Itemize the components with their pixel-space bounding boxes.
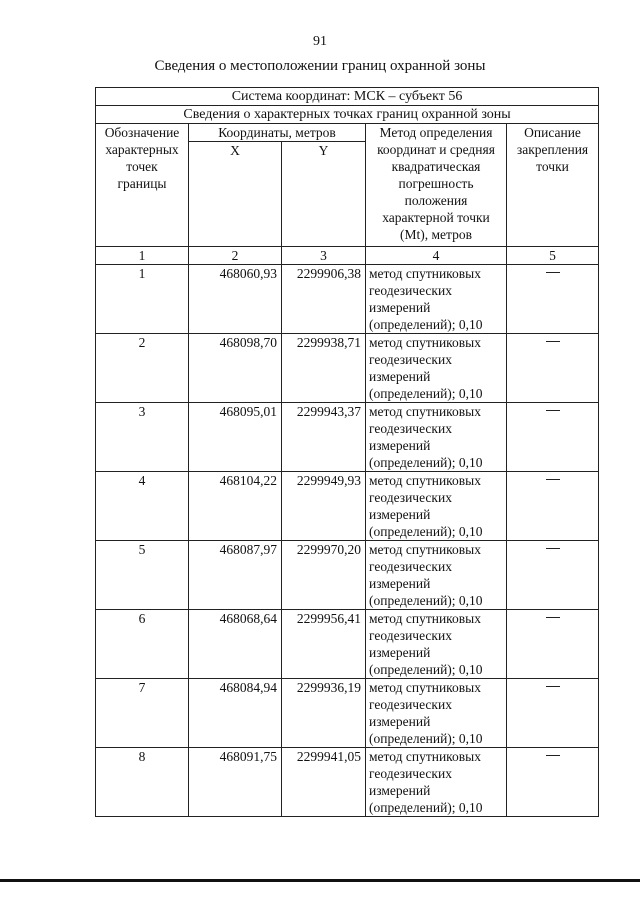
page-number: 91: [313, 34, 327, 49]
coordinate-y: 2299970,20: [282, 541, 366, 610]
coordinate-x: 468095,01: [189, 403, 282, 472]
header-x: X: [189, 142, 282, 247]
coordinates-table: [95, 87, 599, 817]
dash-mark: [546, 686, 560, 687]
column-number: 4: [366, 247, 507, 265]
method-description: метод спутниковых геодезических измерений (определений); 0,10: [366, 472, 507, 541]
coordinate-y: 2299936,19: [282, 679, 366, 748]
table-row: [96, 679, 599, 748]
dash-mark: [546, 755, 560, 756]
dash-mark: [546, 341, 560, 342]
point-number: 1: [96, 265, 189, 334]
point-number: 7: [96, 679, 189, 748]
table-row: [96, 610, 599, 679]
column-number: 5: [507, 247, 599, 265]
fixing-description: [507, 679, 599, 748]
method-description: метод спутниковых геодезических измерений (определений); 0,10: [366, 334, 507, 403]
column-number: 1: [96, 247, 189, 265]
coordinate-y: 2299949,93: [282, 472, 366, 541]
document-title: Сведения о местоположении границ охранной зоны: [154, 58, 486, 74]
dash-mark: [546, 548, 560, 549]
table-row: [96, 748, 599, 817]
method-description: метод спутниковых геодезических измерений (определений); 0,10: [366, 541, 507, 610]
coordinate-y: 2299906,38: [282, 265, 366, 334]
point-number: 2: [96, 334, 189, 403]
table-row: [96, 265, 599, 334]
point-number: 3: [96, 403, 189, 472]
point-number: 8: [96, 748, 189, 817]
coordinate-y: 2299956,41: [282, 610, 366, 679]
header-y: Y: [282, 142, 366, 247]
dash-mark: [546, 479, 560, 480]
header-point-designation: Обозначение характерных точек границы: [96, 124, 189, 247]
fixing-description: [507, 265, 599, 334]
dash-mark: [546, 410, 560, 411]
coordinate-system-row: [96, 88, 599, 106]
coordinate-y: 2299941,05: [282, 748, 366, 817]
fixing-description: [507, 334, 599, 403]
table-subtitle: Сведения о характерных точках границ охранной зоны: [96, 106, 599, 124]
dash-mark: [546, 272, 560, 273]
coordinate-x: 468087,97: [189, 541, 282, 610]
fixing-description: [507, 403, 599, 472]
table-row: [96, 541, 599, 610]
header-coordinates: Координаты, метров: [189, 124, 366, 142]
coordinate-x: 468084,94: [189, 679, 282, 748]
coordinate-x: 468098,70: [189, 334, 282, 403]
fixing-description: [507, 541, 599, 610]
coordinate-y: 2299943,37: [282, 403, 366, 472]
method-description: метод спутниковых геодезических измерений (определений); 0,10: [366, 265, 507, 334]
column-number: 3: [282, 247, 366, 265]
bottom-rule: [0, 879, 640, 882]
table-row: [96, 403, 599, 472]
point-number: 6: [96, 610, 189, 679]
header-method: Метод определения координат и средняя квадратическая погрешность положения характерной точки (Mt), метров: [366, 124, 507, 247]
dash-mark: [546, 617, 560, 618]
table-subtitle-row: [96, 106, 599, 124]
table-row: [96, 334, 599, 403]
fixing-description: [507, 748, 599, 817]
fixing-description: [507, 610, 599, 679]
coordinate-x: 468068,64: [189, 610, 282, 679]
method-description: метод спутниковых геодезических измерений (определений); 0,10: [366, 748, 507, 817]
point-number: 4: [96, 472, 189, 541]
fixing-description: [507, 472, 599, 541]
coordinate-x: 468104,22: [189, 472, 282, 541]
table-row: [96, 472, 599, 541]
column-numbers-row: [96, 247, 599, 265]
coordinate-y: 2299938,71: [282, 334, 366, 403]
point-number: 5: [96, 541, 189, 610]
coordinate-x: 468060,93: [189, 265, 282, 334]
method-description: метод спутниковых геодезических измерений (определений); 0,10: [366, 403, 507, 472]
column-number: 2: [189, 247, 282, 265]
method-description: метод спутниковых геодезических измерений (определений); 0,10: [366, 610, 507, 679]
method-description: метод спутниковых геодезических измерений (определений); 0,10: [366, 679, 507, 748]
coordinate-system: Система координат: МСК – субъект 56: [96, 88, 599, 106]
coordinate-x: 468091,75: [189, 748, 282, 817]
header-row: [96, 124, 599, 142]
header-fixing-description: Описание закрепления точки: [507, 124, 599, 247]
